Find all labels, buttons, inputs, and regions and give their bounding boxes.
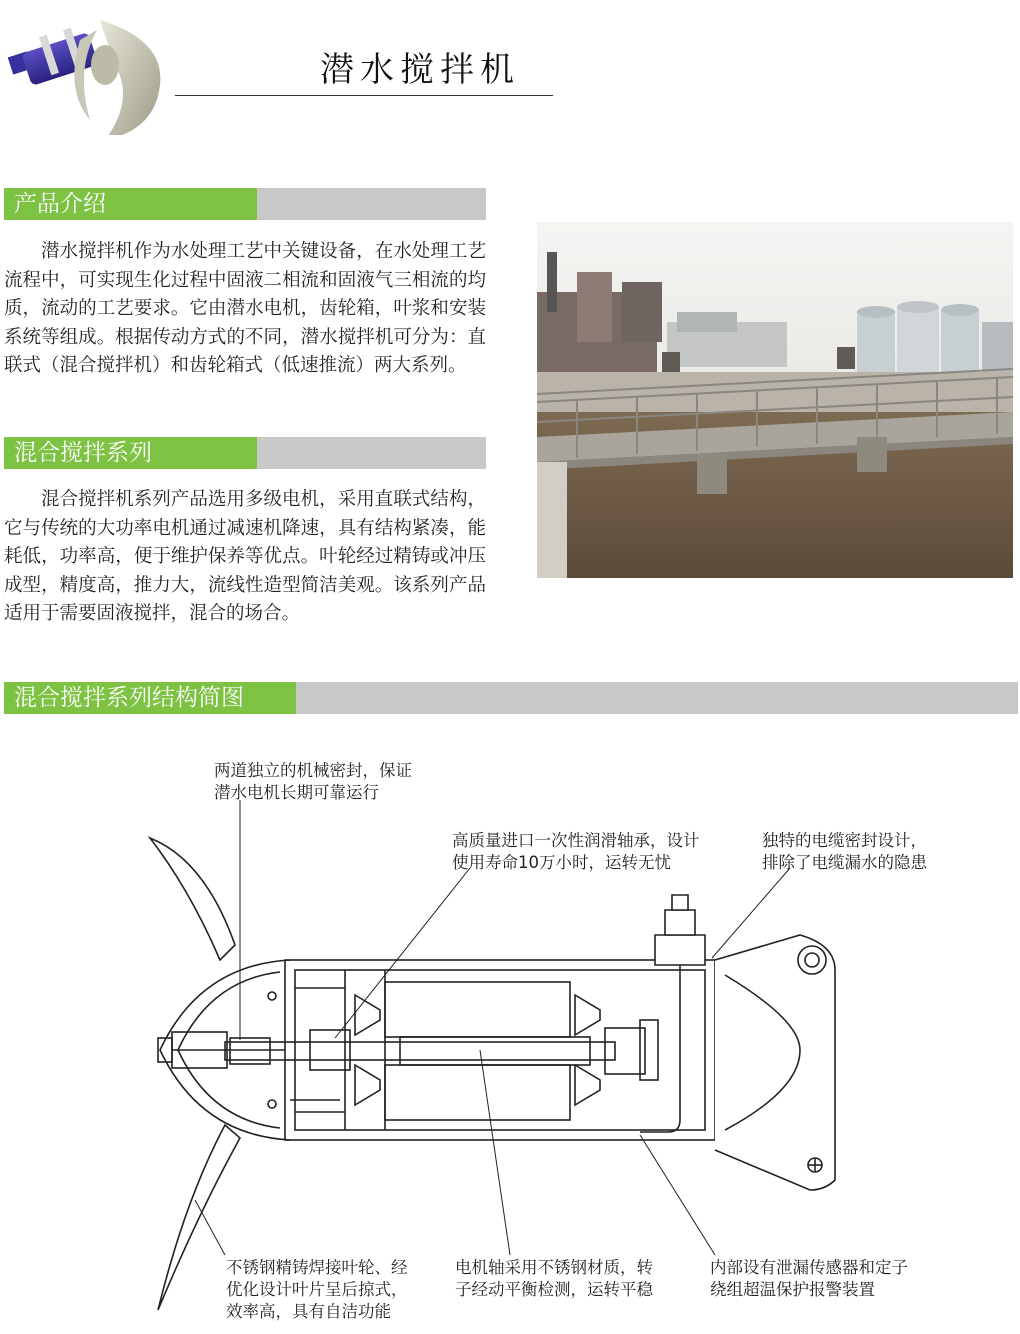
section-heading-label: 混合搅拌系列 <box>4 437 257 469</box>
callout-line: 两道独立的机械密封，保证 <box>214 761 412 780</box>
section-heading-diagram <box>4 682 1018 714</box>
callout-line: 独特的电缆密封设计， <box>762 831 927 850</box>
callout-line: 使用寿命10万小时，运转无忧 <box>452 853 671 872</box>
mixer-structure-diagram <box>0 720 1020 1330</box>
callout-line: 潜水电机长期可靠运行 <box>214 783 379 802</box>
section-heading-label: 产品介绍 <box>4 188 257 220</box>
mixer-cross-section-drawing <box>0 720 1020 1330</box>
mixing-paragraph: 混合搅拌机系列产品选用多级电机，采用直联式结构，它与传统的大功率电机通过减速机降速，具有结构紧凑，能耗低，功率高，便于维护保养等优点。叶轮经过精铸或冲压成型，精度高，推力大，流线性造型简洁美观。该系列产品适用于需要固液搅拌，混合的场合。 <box>4 489 486 624</box>
product-thumbnail <box>5 10 170 135</box>
section-heading-bar <box>296 682 1018 714</box>
section-heading-bar <box>257 188 486 220</box>
callout-line: 电机轴采用不锈钢材质，转 <box>455 1258 653 1277</box>
title-underline <box>175 95 553 96</box>
section-heading-label: 混合搅拌系列结构简图 <box>4 682 296 714</box>
callout-shaft <box>455 1257 653 1301</box>
section-heading-bar <box>257 437 486 469</box>
callout-line: 绕组超温保护报警装置 <box>710 1280 875 1299</box>
callout-line: 效率高，具有自洁功能 <box>226 1302 391 1321</box>
callout-cable <box>762 830 927 874</box>
callout-line: 高质量进口一次性润滑轴承，设计 <box>452 831 700 850</box>
page-title: 潜水搅拌机 <box>320 50 520 90</box>
section-heading-mixing <box>4 437 486 469</box>
callout-line: 优化设计叶片呈后掠式， <box>226 1280 408 1299</box>
intro-paragraph: 潜水搅拌机作为水处理工艺中关键设备，在水处理工艺流程中，可实现生化过程中固液二相流和固液气三相流的均质，流动的工艺要求。它由潜水电机，齿轮箱，叶浆和安装系统等组成。根据传动方式的不同，潜水搅拌机可分为：直联式（混合搅拌机）和齿轮箱式（低速推流）两大系列。 <box>4 241 486 376</box>
callout-impeller <box>226 1257 408 1323</box>
callout-line: 不锈钢精铸焊接叶轮、经 <box>226 1258 408 1277</box>
callout-seal <box>214 760 412 804</box>
callout-line: 子经动平衡检测，运转平稳 <box>455 1280 653 1299</box>
callout-line: 内部设有泄漏传感器和定子 <box>710 1258 908 1277</box>
callout-bearing <box>452 830 700 874</box>
callout-sensor <box>710 1257 908 1301</box>
callout-line: 排除了电缆漏水的隐患 <box>762 853 927 872</box>
treatment-plant-photo <box>537 222 1013 578</box>
mixer-product-icon <box>5 10 170 135</box>
section-heading-intro <box>4 188 486 220</box>
